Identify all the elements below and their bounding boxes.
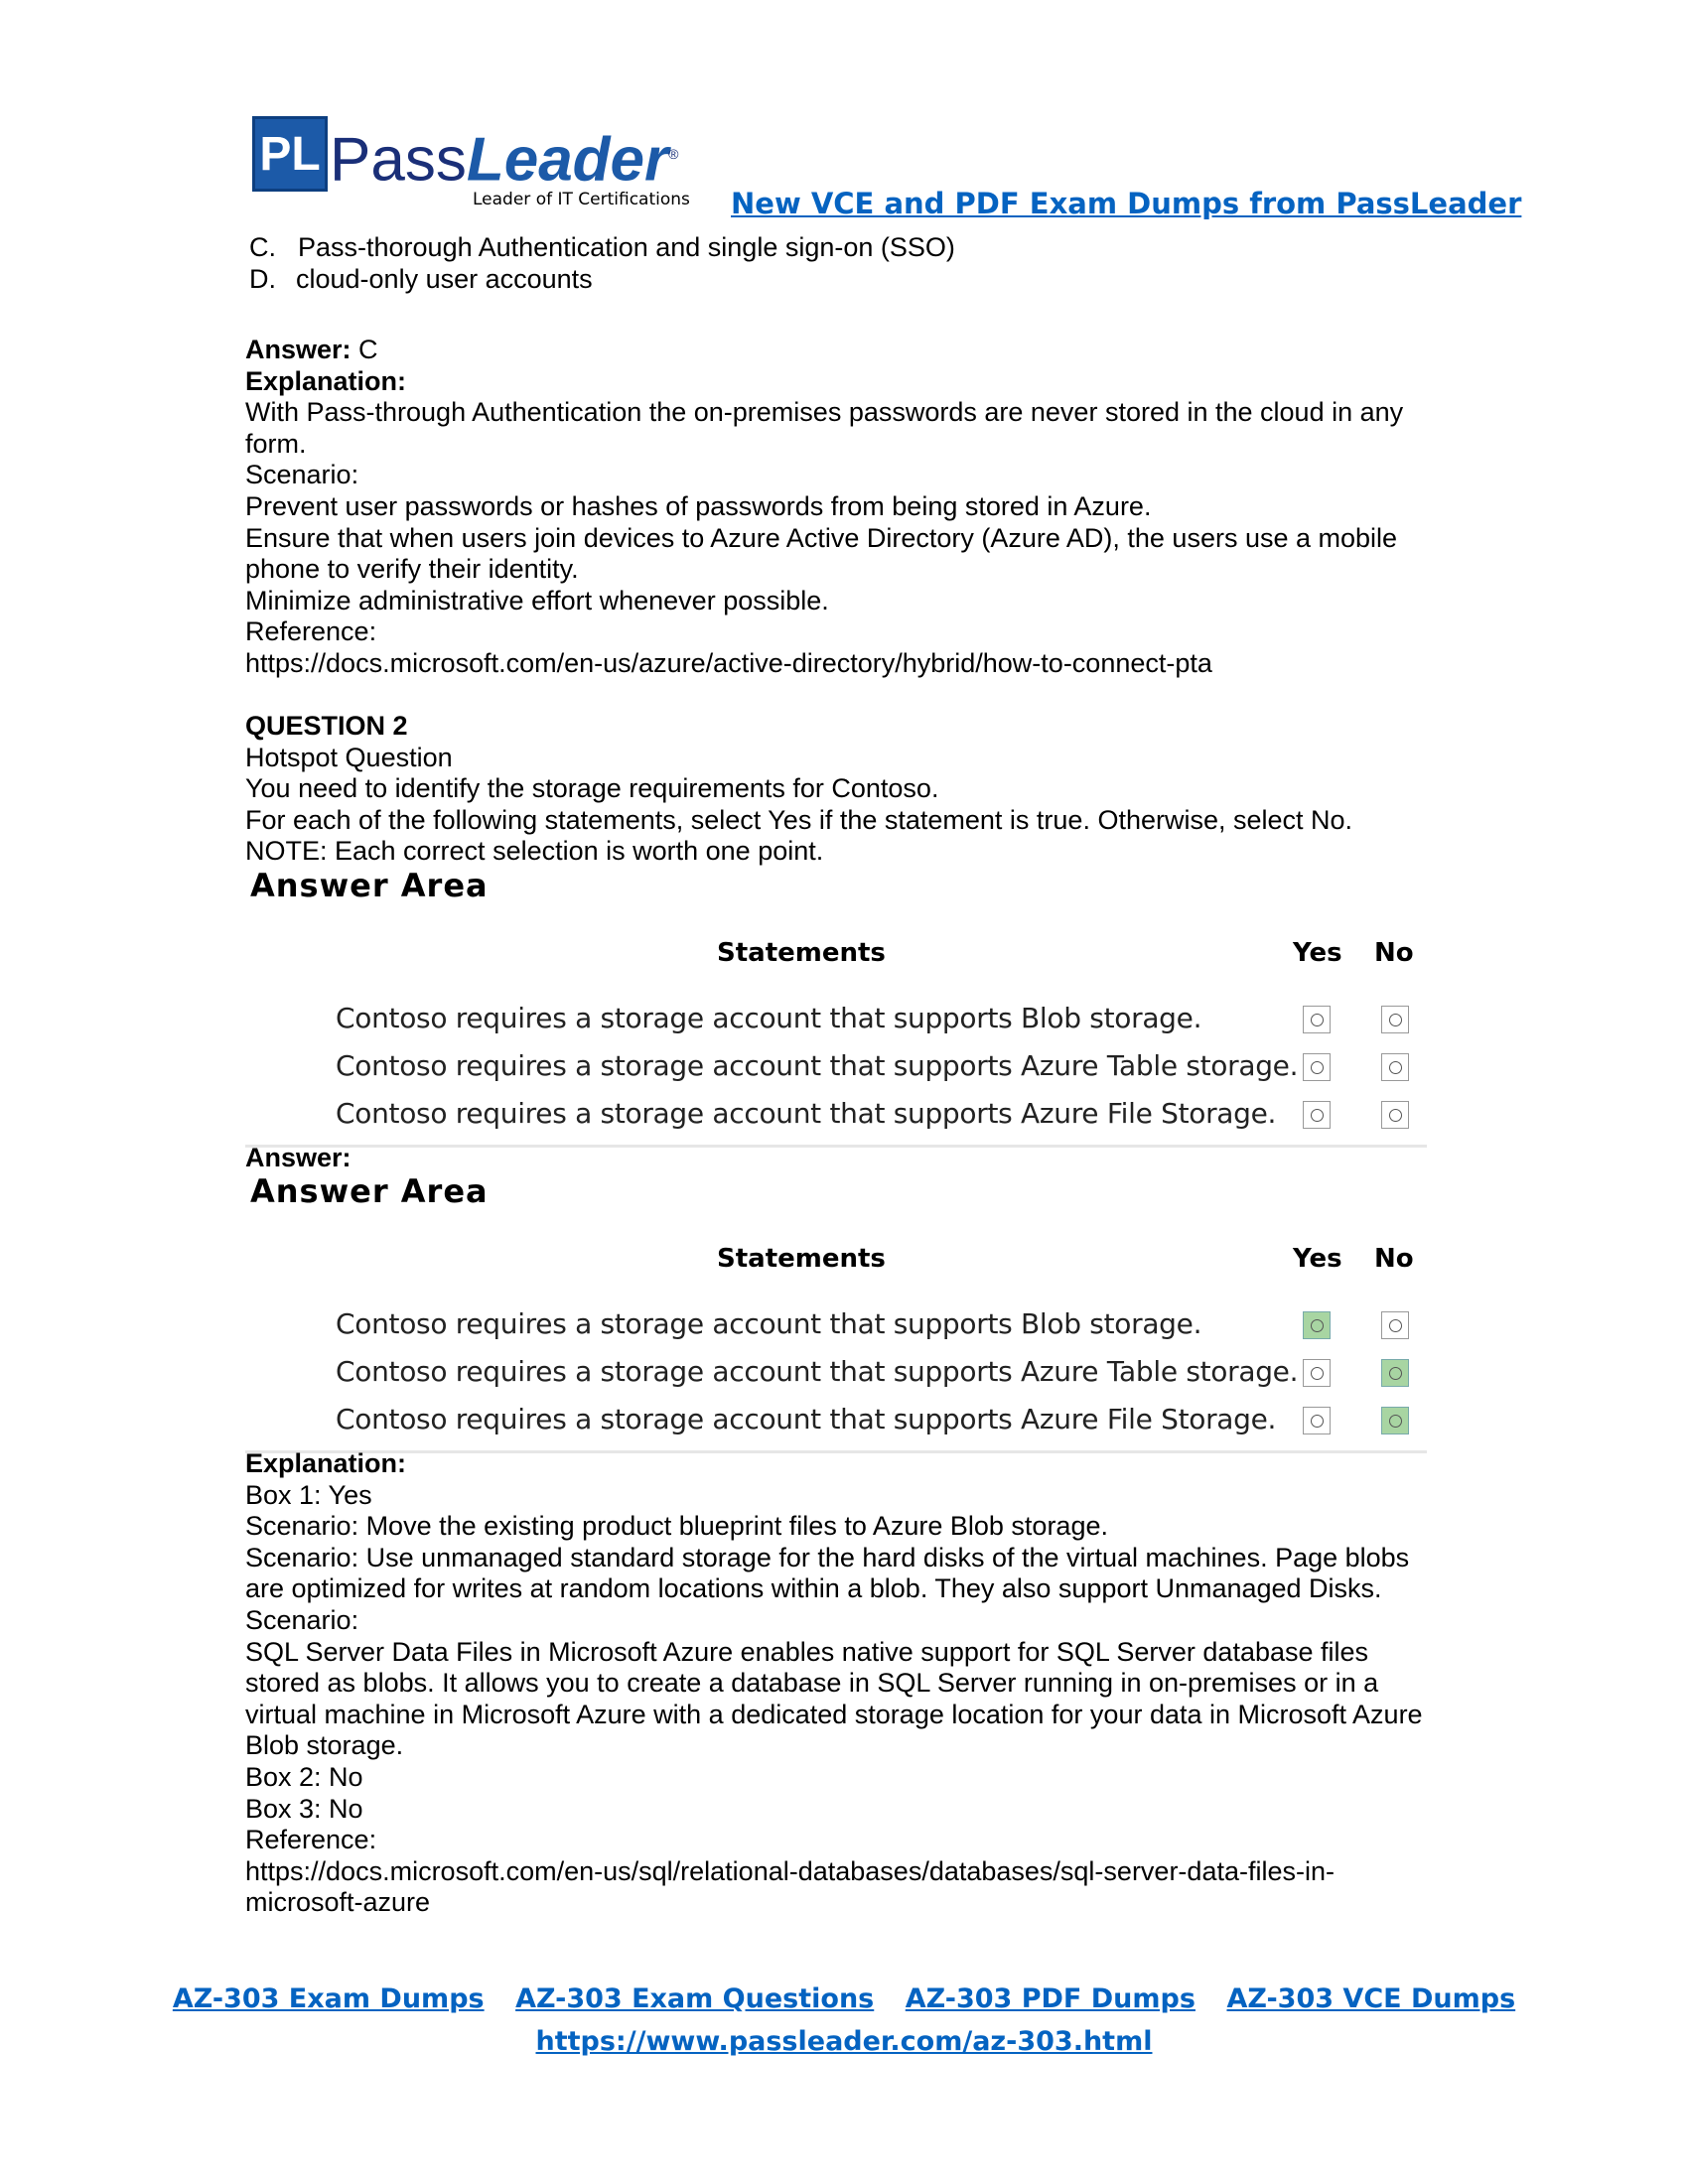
footer-link-pdf-dumps[interactable]: AZ-303 PDF Dumps <box>905 1983 1196 2014</box>
option-d: D. cloud-only user accounts <box>249 263 593 294</box>
text-line: https://docs.microsoft.com/en-us/sql/relational-databases/databases/sql-server-data-files-in- <box>245 1855 1335 1886</box>
radio-circle-icon <box>1311 1109 1324 1122</box>
text-line: Minimize administrative effort whenever possible. <box>245 585 829 615</box>
footer-link-vce-dumps[interactable]: AZ-303 VCE Dumps <box>1226 1983 1516 2014</box>
yes-checkbox[interactable] <box>1303 1101 1331 1129</box>
no-checkbox[interactable] <box>1381 1006 1409 1033</box>
yes-checkbox[interactable] <box>1303 1311 1331 1339</box>
radio-circle-icon <box>1311 1367 1324 1380</box>
text-line: SQL Server Data Files in Microsoft Azure enables native support for SQL Server database files <box>245 1636 1369 1667</box>
question-title: QUESTION 2 <box>245 711 408 741</box>
yes-checkbox[interactable] <box>1303 1053 1331 1081</box>
text-line: Scenario: <box>245 1604 359 1635</box>
logo-wordmark: PassLeader® <box>330 126 679 195</box>
no-checkbox[interactable] <box>1381 1053 1409 1081</box>
explanation-label: Explanation: <box>245 365 407 396</box>
text-line: Blob storage. <box>245 1730 404 1761</box>
yes-checkbox[interactable] <box>1303 1006 1331 1033</box>
header-link[interactable]: New VCE and PDF Exam Dumps from PassLeader <box>731 187 1522 220</box>
radio-circle-icon <box>1389 1367 1402 1380</box>
text-line: Reference: <box>245 616 377 647</box>
footer-links <box>0 1983 1688 2014</box>
footer-link-exam-dumps[interactable]: AZ-303 Exam Dumps <box>172 1983 485 2014</box>
text-line: Scenario: <box>245 460 359 490</box>
no-header: No <box>1374 1244 1414 1274</box>
text-line: Reference: <box>245 1825 377 1855</box>
yes-header: Yes <box>1293 1244 1342 1274</box>
statement-row <box>245 1095 1427 1143</box>
answer-label: Answer: <box>245 1143 352 1172</box>
text-line: virtual machine in Microsoft Azure with a dedicated storage location for your data in Microsoft Azure <box>245 1699 1423 1729</box>
no-checkbox[interactable] <box>1381 1359 1409 1387</box>
yes-header: Yes <box>1293 938 1342 968</box>
answer-area-question <box>245 938 1427 1148</box>
logo-mark: PL <box>252 116 328 192</box>
statement-text: Contoso requires a storage account that supports Azure File Storage. <box>336 1403 1277 1435</box>
text-line: are optimized for writes at random locations within a blob. They also support Unmanaged Disks. <box>245 1573 1382 1604</box>
text-line: Box 1: Yes <box>245 1479 372 1510</box>
prev-answer: Answer: C <box>245 335 378 364</box>
statement-text: Contoso requires a storage account that supports Blob storage. <box>336 1307 1202 1340</box>
no-checkbox[interactable] <box>1381 1311 1409 1339</box>
prev-explanation <box>245 397 1437 679</box>
prev-answer-block <box>245 335 1437 680</box>
radio-circle-icon <box>1311 1415 1324 1428</box>
text-line: Box 2: No <box>245 1761 363 1792</box>
text-line: https://docs.microsoft.com/en-us/azure/active-directory/hybrid/how-to-connect-pta <box>245 647 1212 678</box>
text-line: Hotspot Question <box>245 742 453 772</box>
footer-url[interactable]: https://www.passleader.com/az-303.html <box>535 2026 1153 2057</box>
text-line: Prevent user passwords or hashes of passwords from being stored in Azure. <box>245 490 1152 521</box>
text-line: Ensure that when users join devices to Azure Active Directory (Azure AD), the users use a mobile <box>245 522 1398 553</box>
footer-link-exam-questions[interactable]: AZ-303 Exam Questions <box>515 1983 875 2014</box>
text-line: form. <box>245 428 307 459</box>
statement-row <box>245 1305 1427 1353</box>
explanation-block <box>245 1448 1427 1919</box>
text-line: microsoft-azure <box>245 1887 431 1918</box>
radio-circle-icon <box>1389 1109 1402 1122</box>
statement-row <box>245 1401 1427 1448</box>
answer-area-title: Answer Area <box>250 867 489 904</box>
radio-circle-icon <box>1311 1061 1324 1074</box>
answer-area-title-answer: Answer Area <box>250 1172 489 1210</box>
text-line: With Pass-through Authentication the on-premises passwords are never stored in the cloud in any <box>245 397 1404 428</box>
statements-header: Statements <box>717 938 886 968</box>
statement-row <box>245 1000 1427 1047</box>
no-checkbox[interactable] <box>1381 1101 1409 1129</box>
no-checkbox[interactable] <box>1381 1407 1409 1434</box>
text-line: stored as blobs. It allows you to create a database in SQL Server running in on-premises or in a <box>245 1668 1379 1699</box>
no-header: No <box>1374 938 1414 968</box>
logo-tagline: Leader of IT Certifications <box>473 190 690 209</box>
text-line: Box 3: No <box>245 1793 363 1824</box>
previous-question <box>249 232 955 295</box>
statement-row <box>245 1353 1427 1401</box>
statement-text: Contoso requires a storage account that supports Azure File Storage. <box>336 1097 1277 1130</box>
text-line: Scenario: Use unmanaged standard storage for the hard disks of the virtual machines. Page blobs <box>245 1542 1410 1572</box>
text-line: For each of the following statements, select Yes if the statement is true. Otherwise, select No. <box>245 804 1353 835</box>
answer-area-answer <box>245 1244 1427 1453</box>
radio-circle-icon <box>1389 1014 1402 1026</box>
explanation-label: Explanation: <box>245 1448 407 1478</box>
yes-checkbox[interactable] <box>1303 1359 1331 1387</box>
text-line: NOTE: Each correct selection is worth one point. <box>245 836 824 867</box>
text-line: You need to identify the storage requirements for Contoso. <box>245 773 939 804</box>
statement-row <box>245 1047 1427 1095</box>
statement-text: Contoso requires a storage account that supports Azure Table storage. <box>336 1049 1299 1082</box>
divider <box>245 1145 1427 1148</box>
radio-circle-icon <box>1389 1061 1402 1074</box>
radio-circle-icon <box>1389 1415 1402 1428</box>
radio-circle-icon <box>1311 1014 1324 1026</box>
statement-text: Contoso requires a storage account that supports Azure Table storage. <box>336 1355 1299 1388</box>
statements-header: Statements <box>717 1244 886 1274</box>
question-2 <box>245 711 1352 868</box>
yes-checkbox[interactable] <box>1303 1407 1331 1434</box>
radio-circle-icon <box>1311 1319 1324 1332</box>
text-line: phone to verify their identity. <box>245 554 579 585</box>
option-c: C. Pass-thorough Authentication and single sign-on (SSO) <box>249 232 955 262</box>
passleader-logo <box>252 116 690 209</box>
statement-text: Contoso requires a storage account that supports Blob storage. <box>336 1002 1202 1034</box>
radio-circle-icon <box>1389 1319 1402 1332</box>
text-line: Scenario: Move the existing product blueprint files to Azure Blob storage. <box>245 1511 1108 1542</box>
